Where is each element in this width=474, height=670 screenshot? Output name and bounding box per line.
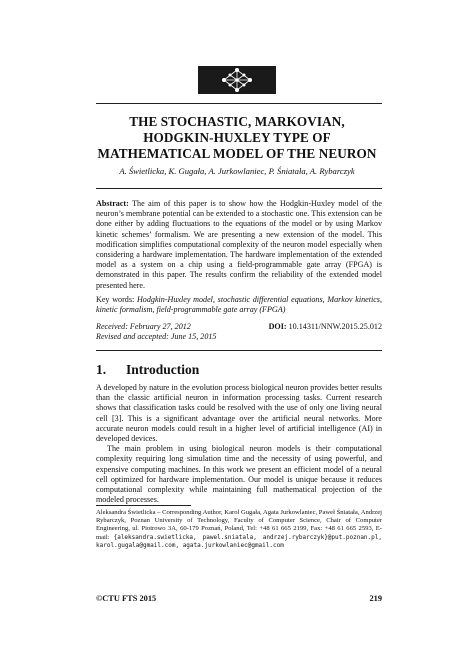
section-heading [96, 362, 382, 378]
header-rule [96, 103, 382, 104]
meta-rule [96, 350, 382, 351]
footnote-rule [96, 505, 191, 506]
title-line: THE STOCHASTIC, MARKOVIAN, [129, 114, 345, 129]
title-line: MATHEMATICAL MODEL OF THE NEURON [97, 146, 377, 161]
keywords-text: Hodgkin-Huxley model, stochastic differential equations, Markov kinetics, kinetic formalism, field-programmable gate array (FPGA) [96, 295, 382, 315]
paper-title [70, 114, 404, 162]
authors-line: A. Świetlicka, K. Gugała, A. Jurkowlaniec, P. Śniatała, A. Rybarczyk [119, 166, 355, 176]
section-body [96, 383, 382, 505]
title-rule [96, 188, 382, 189]
abstract-text: The aim of this paper is to show how the Hodgkin-Huxley model of the neuron’s membrane potential can be extended to a stochastic one. This extension can be done either by adding fluctuations to the equations of the model or by using Markov kinetic schemes’ formalism. We are presenting a new extension of the model. This modification simplifies computational complexity of the neuron model especially when considering a hardware implementation. The hardware implementation of the extended model as a system on a chip using a field-programmable gate array (FPGA) is demonstrated in this paper. The results confirm the reliability of the extended model presented here. [96, 199, 382, 290]
doi-value: 10.14311/NNW.2015.25.012 [288, 322, 382, 331]
revised-date: Revised and accepted: June 15, 2015 [96, 332, 217, 341]
doi[interactable] [269, 322, 382, 332]
journal-logo [198, 66, 276, 94]
author-footnote [96, 509, 382, 550]
received-date: Received: February 27, 2012 [96, 322, 191, 331]
section-number: 1. [96, 362, 107, 377]
keywords-label: Key words: [96, 295, 135, 304]
keywords-block [96, 295, 382, 315]
copyright: ©CTU FTS 2015 [96, 594, 157, 603]
section-title: Introduction [126, 362, 200, 377]
doi-label: DOI: [268, 322, 287, 331]
footnote-emails: {aleksandra.swietlicka, pawel.sniatala, andrzej.rybarczyk}@put.poznan.pl, karol.gugala@gmail.com, agata.jurkowlaniec@gmail.com [96, 533, 382, 549]
title-line: HODGKIN-HUXLEY TYPE OF [143, 130, 331, 145]
page-number: 219 [369, 594, 382, 603]
footnote-text: Aleksandra Świetlicka – Corresponding Author, Karol Gugała, Agata Jurkowlaniec, Paweł Śniatała, Andrzej Rybarczyk, Poznan University of Technology, Faculty of Computer Science, Chair of Computer Engineering, ul. Piotrowo 3A, 60-179 Poznań, Poland, Tel: +48 61 665 2199, Fax: +48 61 665 2593, E-mail: [96, 509, 382, 541]
abstract-label: Abstract: [96, 199, 129, 208]
paragraph: A developed by nature in the evolution process biological neuron provides better results than the classic artificial neuron in information processing tasks. Current research shows that classification tasks could be resolved with the use of only one living neural cell [3]. This is a significant advantage over the artificial neural networks. More accurate neuron models could result in a higher level of artificial intelligence (AI) in developed devices. [96, 383, 382, 444]
abstract-block [96, 199, 382, 291]
paragraph: The main problem in using biological neuron models is their computational complexity requiring long simulation time and the necessity of using powerful, and expensive computing machines. In this work we present an efficient model of a neural cell optimized for hardware implementation. Our model is unique because it reduces computational complexity while maintaining full mathematical projection of the modeled processes. [96, 444, 382, 505]
